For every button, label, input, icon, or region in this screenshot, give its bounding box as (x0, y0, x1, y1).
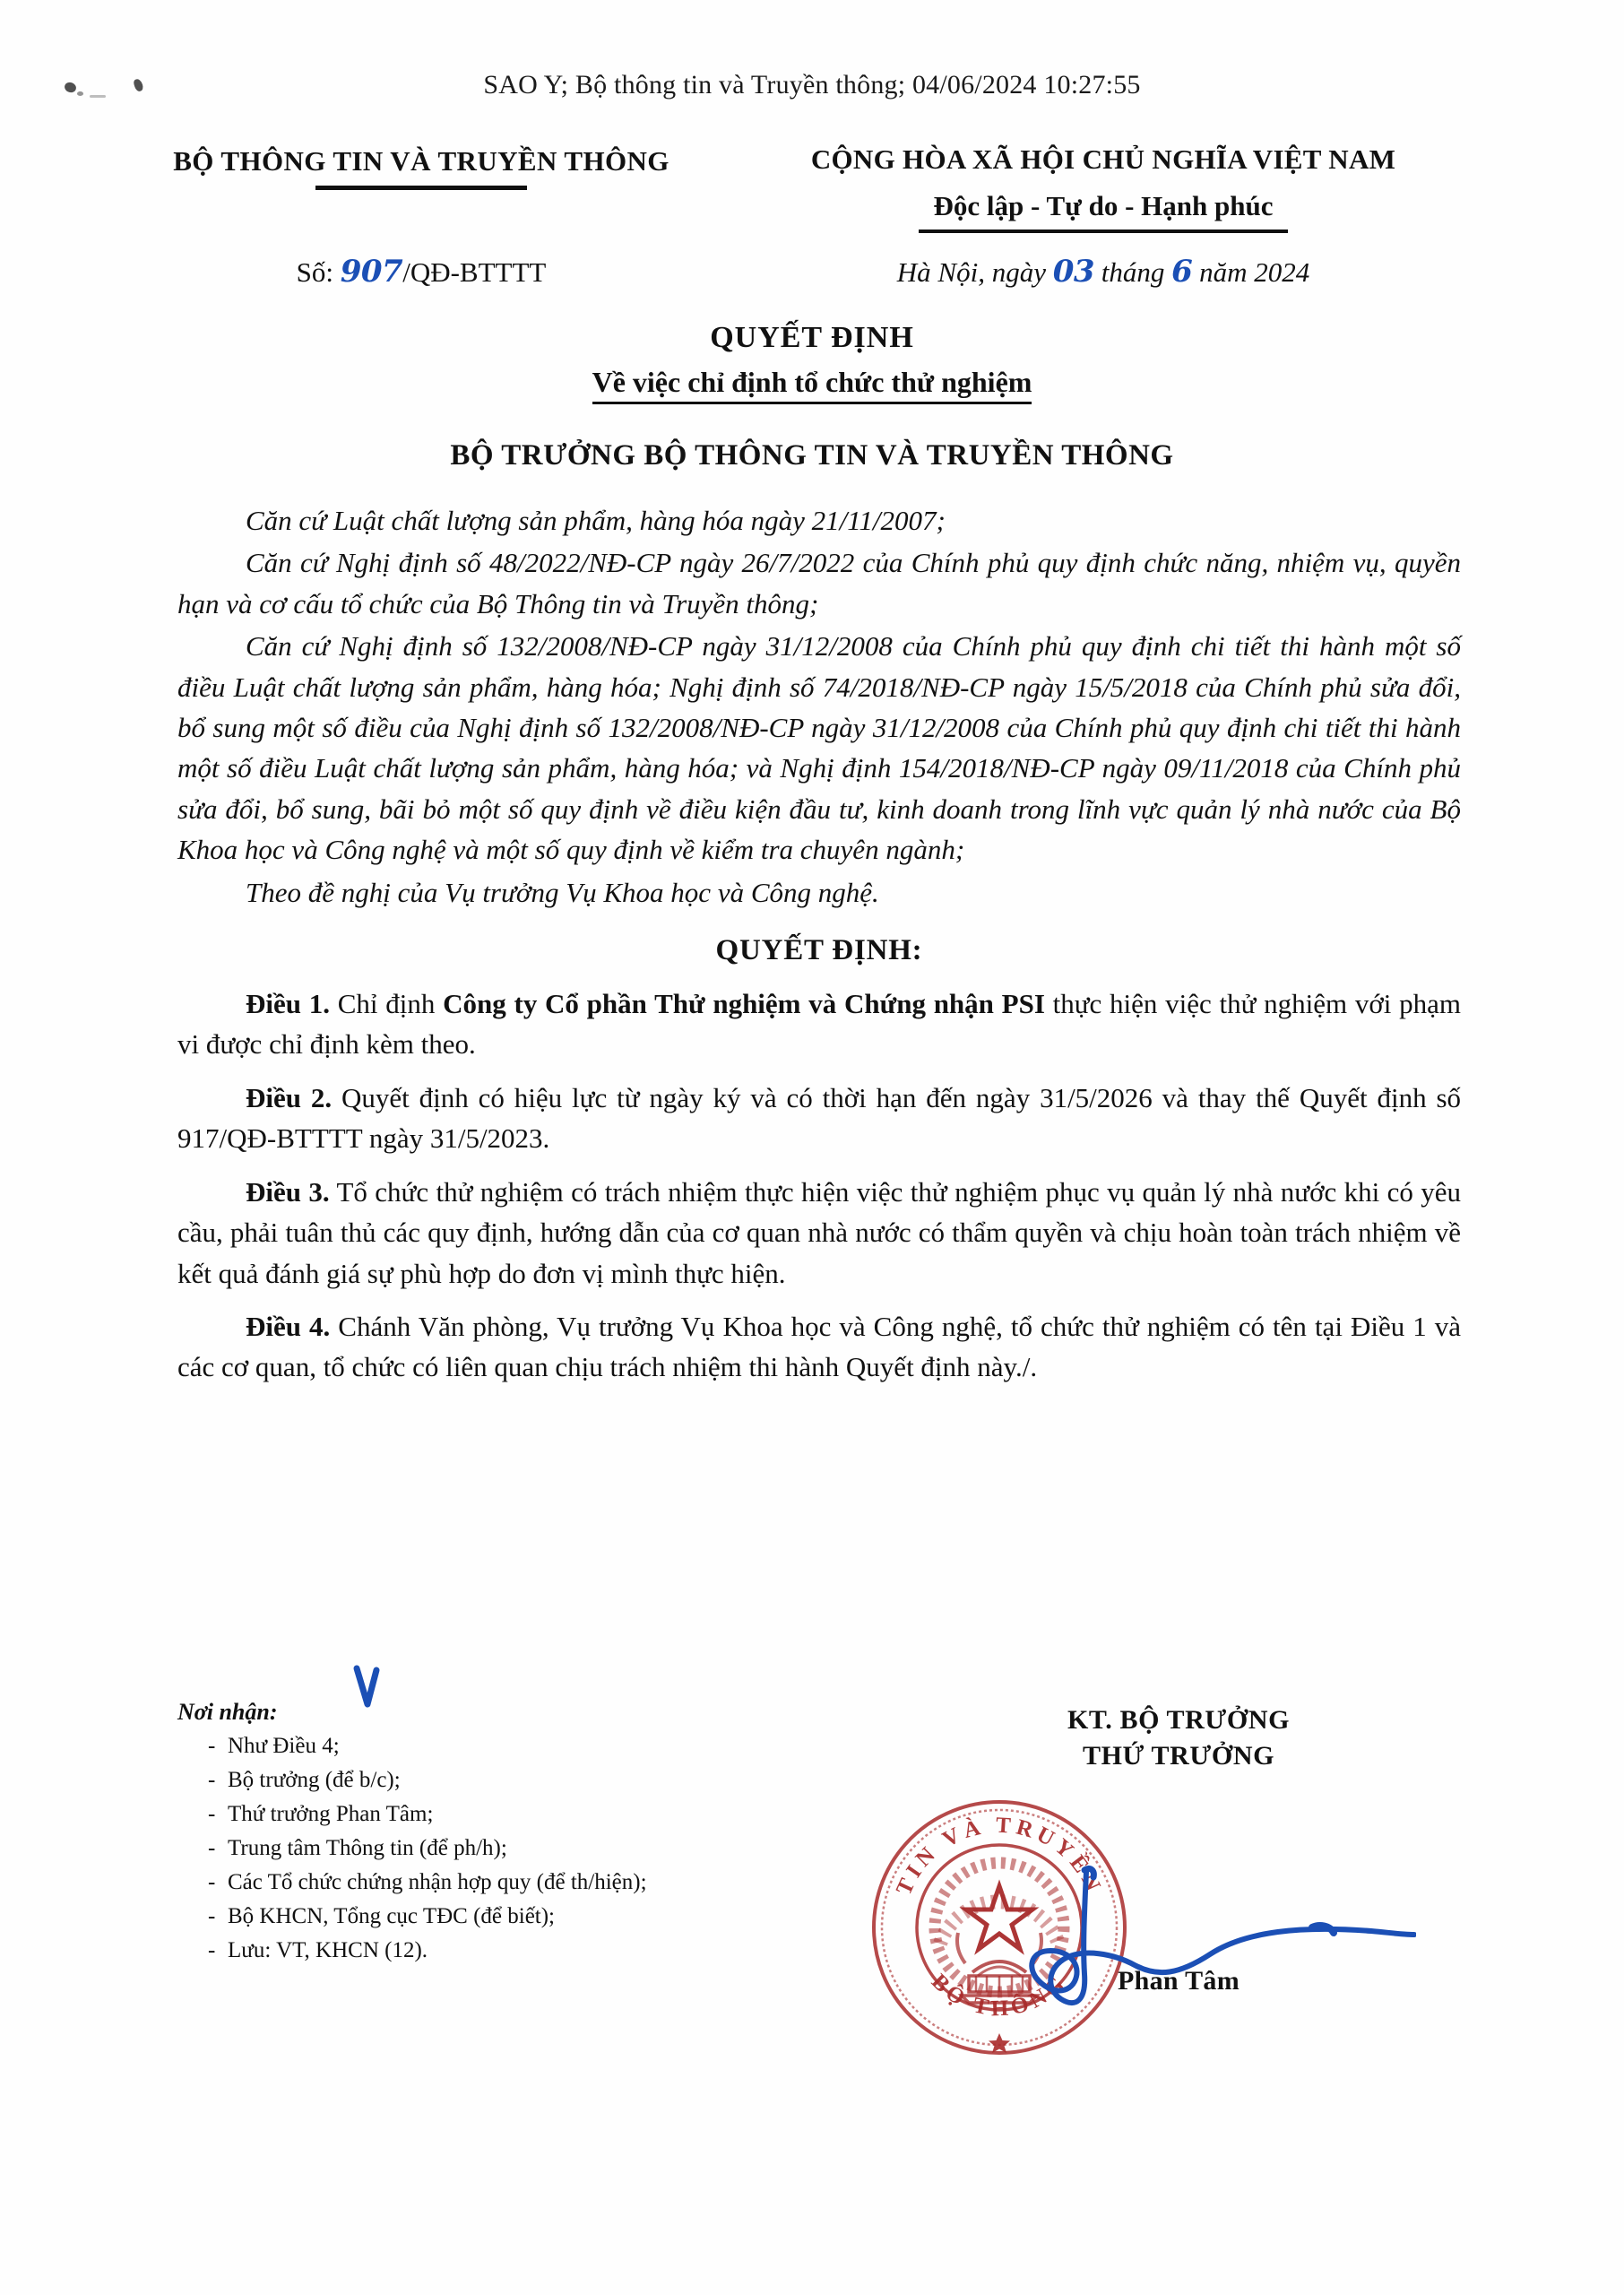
document-body (177, 500, 1461, 1400)
issue-year: 2024 (1254, 256, 1310, 288)
signer-name: Phan Tâm (1117, 1965, 1240, 1996)
signature-block (859, 1699, 1499, 1996)
recipients-title: Nơi nhận: (177, 1699, 278, 1725)
document-number-prefix: Số: (296, 256, 333, 288)
signer-role-line-2: THỨ TRƯỞNG (1082, 1740, 1275, 1771)
organization-underline (315, 186, 527, 190)
legal-basis-paragraph: Căn cứ Nghị định số 48/2022/NĐ-CP ngày 26/7/2022 của Chính phủ quy định chức năng, nhiệm vụ, quyền hạn và cơ cấu tổ chức của Bộ Thông tin và Truyền thông; (177, 547, 1461, 619)
signer-role-line-1: KT. BỘ TRƯỞNG (1067, 1705, 1291, 1735)
article-4 (177, 1306, 1461, 1388)
national-header-block (708, 143, 1499, 233)
recipient-item: - Bộ KHCN, Tổng cục TĐC (để biết); (208, 1900, 859, 1934)
country-name: CỘNG HÒA XÃ HỘI CHỦ NGHĨA VIỆT NAM (810, 143, 1396, 175)
national-motto: Độc lập - Tự do - Hạnh phúc (933, 190, 1274, 221)
svg-text:BỘ THÔNG: BỘ THÔNG (926, 1969, 1073, 2022)
issuing-authority: BỘ TRƯỞNG BỘ THÔNG TIN VÀ TRUYỀN THÔNG (450, 439, 1174, 472)
number-and-date-row (134, 254, 1499, 290)
decision-keyword: QUYẾT ĐỊNH: (715, 934, 923, 967)
issue-month: 6 (1171, 254, 1193, 290)
legal-basis-paragraph: Căn cứ Luật chất lượng sản phẩm, hàng hóa ngày 21/11/2007; (246, 505, 946, 536)
motto-underline (919, 230, 1288, 233)
article-3-label: Điều 3. (246, 1175, 330, 1208)
article-4-label: Điều 4. (246, 1310, 331, 1342)
legal-basis-paragraph: Căn cứ Nghị định số 132/2008/NĐ-CP ngày 31/12/2008 của Chính phủ quy định chi tiết thi hành một số điều Luật chất lượng sản phẩm, hàng hóa; Nghị định số 74/2018/NĐ-CP ngày 15/5/2018 của Chính phủ sửa đổi, bổ sung một số điều của Nghị định số 132/2008/NĐ-CP ngày 31/12/2008 của Chính phủ quy định chi tiết thi hành một số điều Luật chất lượng sản phẩm, hàng hóa; và Nghị định 154/2018/NĐ-CP ngày 09/11/2018 của Chính phủ sửa đổi, bổ sung, bãi bỏ một số quy định về điều kiện đầu tư, kinh doanh trong lĩnh vực quản lý nhà nước của Bộ Khoa học và Công nghệ và một số quy định về kiểm tra chuyên ngành; (177, 630, 1461, 866)
article-2-label: Điều 2. (246, 1081, 333, 1113)
article-1-rest: thực hiện việc thử nghiệm với phạm vi được chỉ định kèm theo. (177, 988, 1462, 1061)
document-title: QUYẾT ĐỊNH (710, 321, 914, 354)
article-4-text: Chánh Văn phòng, Vụ trưởng Vụ Khoa học và Công nghệ, tổ chức thử nghiệm có tên tại Điều 1 và các cơ quan, tổ chức có liên quan chịu trách nhiệm thi hành Quyết định này./. (177, 1310, 1462, 1383)
proposal-paragraph: Theo đề nghị của Vụ trưởng Vụ Khoa học và Công nghệ. (246, 876, 879, 908)
document-subtitle: Về việc chỉ định tổ chức thử nghiệm (592, 366, 1032, 404)
copy-certification-stamp: SAO Y; Bộ thông tin và Truyền thông; 04/06/2024 10:27:55 (483, 70, 1141, 100)
issuing-organization-name: BỘ THÔNG TIN VÀ TRUYỀN THÔNG (173, 145, 669, 177)
article-2-text: Quyết định có hiệu lực từ ngày ký và có thời hạn đến ngày 31/5/2026 và thay thế Quyết định số 917/QĐ-BTTTT ngày 31/5/2023. (177, 1081, 1462, 1155)
recipient-item: - Trung tâm Thông tin (để ph/h); (208, 1832, 859, 1866)
recipients-list (177, 1729, 859, 1968)
designated-company-name: Công ty Cổ phần Thử nghiệm và Chứng nhận PSI (443, 988, 1045, 1020)
article-3 (177, 1172, 1461, 1294)
recipient-item: - Như Điều 4; (208, 1729, 859, 1763)
article-1-label: Điều 1. (246, 988, 330, 1020)
document-number-suffix: /QĐ-BTTTT (402, 256, 547, 288)
issue-date (708, 254, 1499, 290)
recipients-block (177, 1699, 859, 1968)
document-footer (177, 1699, 1499, 1996)
article-2 (177, 1078, 1461, 1159)
article-1 (177, 983, 1461, 1065)
document-number-value: 907 (340, 254, 403, 290)
article-3-text: Tổ chức thử nghiệm có trách nhiệm thực hiện việc thử nghiệm phục vụ quản lý nhà nước khi có yêu cầu, phải tuân thủ các quy định, hướng dẫn của cơ quan nhà nước có thẩm quyền và chịu hoàn toàn trách nhiệm về kết quả đánh giá sự phù hợp do đơn vị mình thực hiện. (177, 1175, 1461, 1289)
issue-place: Hà Nội, ngày (896, 256, 1046, 288)
recipient-item: - Bộ trưởng (để b/c); (208, 1763, 859, 1797)
recipient-item: - Thứ trưởng Phan Tâm; (208, 1797, 859, 1832)
year-label: năm (1199, 256, 1248, 288)
document-subtitle-container (0, 366, 1624, 404)
recipient-item: - Lưu: VT, KHCN (12). (208, 1934, 859, 1968)
svg-text:TIN VÀ TRUYỀN: TIN VÀ TRUYỀN (892, 1813, 1107, 1900)
recipient-item: - Các Tổ chức chứng nhận hợp quy (để th/hiện); (208, 1866, 859, 1900)
article-1-lead: Chỉ định (330, 988, 444, 1020)
document-number (134, 254, 708, 290)
month-label: tháng (1101, 256, 1165, 288)
issuing-organization-block (134, 143, 708, 190)
document-masthead (134, 143, 1499, 233)
issue-day: 03 (1052, 254, 1095, 290)
